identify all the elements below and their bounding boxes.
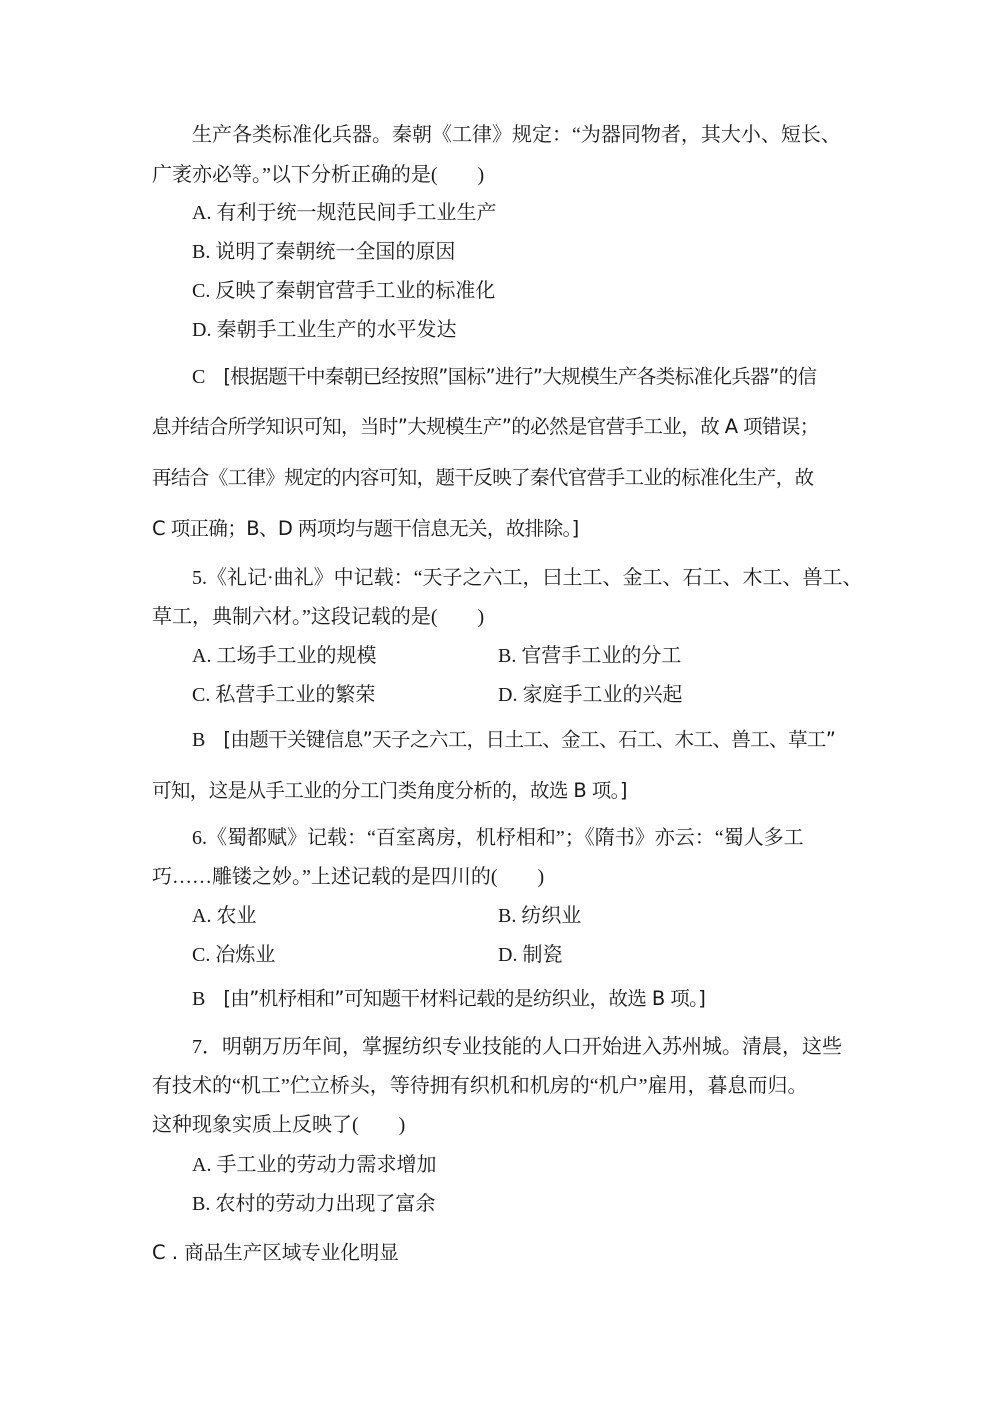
option-text: 纺织业 [521, 905, 582, 927]
option-text: 商品生产区域专业化明显 [184, 1241, 399, 1264]
q5-stem-line2: 草工，典制六材。”这段记载的是( ) [152, 606, 485, 628]
q6-stem-line1: 6.《蜀都赋》记载：“百室离房，机杼相和”；《隋书》亦云：“蜀人多工 [192, 827, 804, 849]
answer-letter: B [192, 729, 206, 751]
option-letter: A. [192, 202, 212, 224]
q4-option-d[interactable] [192, 318, 456, 342]
answer-letter: C [192, 366, 206, 388]
q7-option-b[interactable] [192, 1192, 435, 1216]
option-letter: C . [152, 1241, 179, 1264]
q7-option-c[interactable] [152, 1241, 399, 1265]
q7-stem-line1: 7．明朝万历年间，掌握纺织专业技能的人口开始进入苏州城。清晨，这些 [192, 1036, 842, 1058]
option-letter: A. [192, 905, 212, 927]
q6-option-b[interactable] [498, 904, 581, 928]
q4-option-a[interactable] [192, 201, 496, 225]
option-letter: A. [192, 1154, 212, 1176]
q4-option-c[interactable] [192, 279, 495, 303]
option-text: 秦朝手工业生产的水平发达 [216, 319, 457, 341]
q4-option-b[interactable] [192, 240, 455, 264]
q5-option-b[interactable] [498, 644, 681, 668]
option-letter: C. [192, 944, 211, 966]
q4-answer-line3: 再结合《工律》规定的内容可知，题干反映了秦代官营手工业的标准化生产，故 [152, 466, 814, 489]
q4-stem-line1: 生产各类标准化兵器。秦朝《工律》规定：“为器同物者，其大小、短长、 [192, 124, 841, 146]
q4-answer-line1 [192, 365, 816, 389]
option-text: 冶炼业 [215, 944, 276, 966]
q5-answer-line2: 可知，这是从手工业的分工门类角度分析的，故选 B 项。] [152, 779, 627, 802]
option-text: 反映了秦朝官营手工业的标准化 [215, 280, 496, 302]
option-letter: D. [498, 944, 518, 966]
option-letter: B. [192, 241, 211, 263]
q6-option-a[interactable] [192, 904, 256, 928]
option-letter: B. [498, 905, 517, 927]
q6-option-d[interactable] [498, 943, 562, 967]
option-letter: C. [192, 684, 211, 706]
answer-text: [根据题干中秦朝已经按照”国标”进行”大规模生产各类标准化兵器”的信 [223, 365, 817, 388]
option-text: 说明了秦朝统一全国的原因 [215, 241, 456, 263]
option-text: 官营手工业的分工 [521, 645, 682, 667]
q4-stem-line2: 广袤亦必等。”以下分析正确的是( ) [152, 164, 485, 186]
q6-answer-line1 [192, 987, 705, 1011]
option-text: 有利于统一规范民间手工业生产 [216, 202, 497, 224]
q5-option-d[interactable] [498, 683, 682, 707]
q7-option-a[interactable] [192, 1153, 436, 1177]
q6-stem-line2: 巧……雕镂之妙。”上述记载的是四川的( ) [152, 866, 545, 888]
answer-text: [由题干关键信息”天子之六工，日土工、金工、石工、木工、兽工、草工” [223, 728, 836, 751]
option-text: 手工业的劳动力需求增加 [216, 1154, 437, 1176]
q5-option-c[interactable] [192, 683, 375, 707]
q5-answer-line1 [192, 728, 835, 752]
q4-answer-line4: C 项正确；B、D 两项均与题干信息无关，故排除。] [152, 517, 579, 540]
answer-text: [由”机杼相和”可知题干材料记载的是纺织业，故选 B 项。] [223, 987, 706, 1010]
option-text: 制瓷 [522, 944, 563, 966]
option-letter: C. [192, 280, 211, 302]
option-letter: D. [192, 319, 212, 341]
q4-answer-line2: 息并结合所学知识可知，当时”大规模生产”的必然是官营手工业，故 A 项错误； [152, 415, 819, 438]
option-text: 家庭手工业的兴起 [522, 684, 683, 706]
q5-stem-line1: 5.《礼记·曲礼》中记载：“天子之六工，曰土工、金工、石工、木工、兽工、 [192, 567, 863, 589]
option-text: 工场手工业的规模 [216, 645, 377, 667]
q6-option-c[interactable] [192, 943, 275, 967]
q5-option-a[interactable] [192, 644, 376, 668]
q7-stem-line2: 有技术的“机工”伫立桥头，等待拥有织机和机房的“机户”雇用，暮息而归。 [152, 1075, 808, 1097]
option-letter: A. [192, 645, 212, 667]
option-letter: B. [192, 1193, 211, 1215]
option-text: 农业 [216, 905, 257, 927]
option-text: 农村的劳动力出现了富余 [215, 1193, 436, 1215]
option-letter: B. [498, 645, 517, 667]
option-text: 私营手工业的繁荣 [215, 684, 376, 706]
answer-letter: B [192, 988, 206, 1010]
q7-stem-line3: 这种现象实质上反映了( ) [152, 1114, 406, 1136]
option-letter: D. [498, 684, 518, 706]
